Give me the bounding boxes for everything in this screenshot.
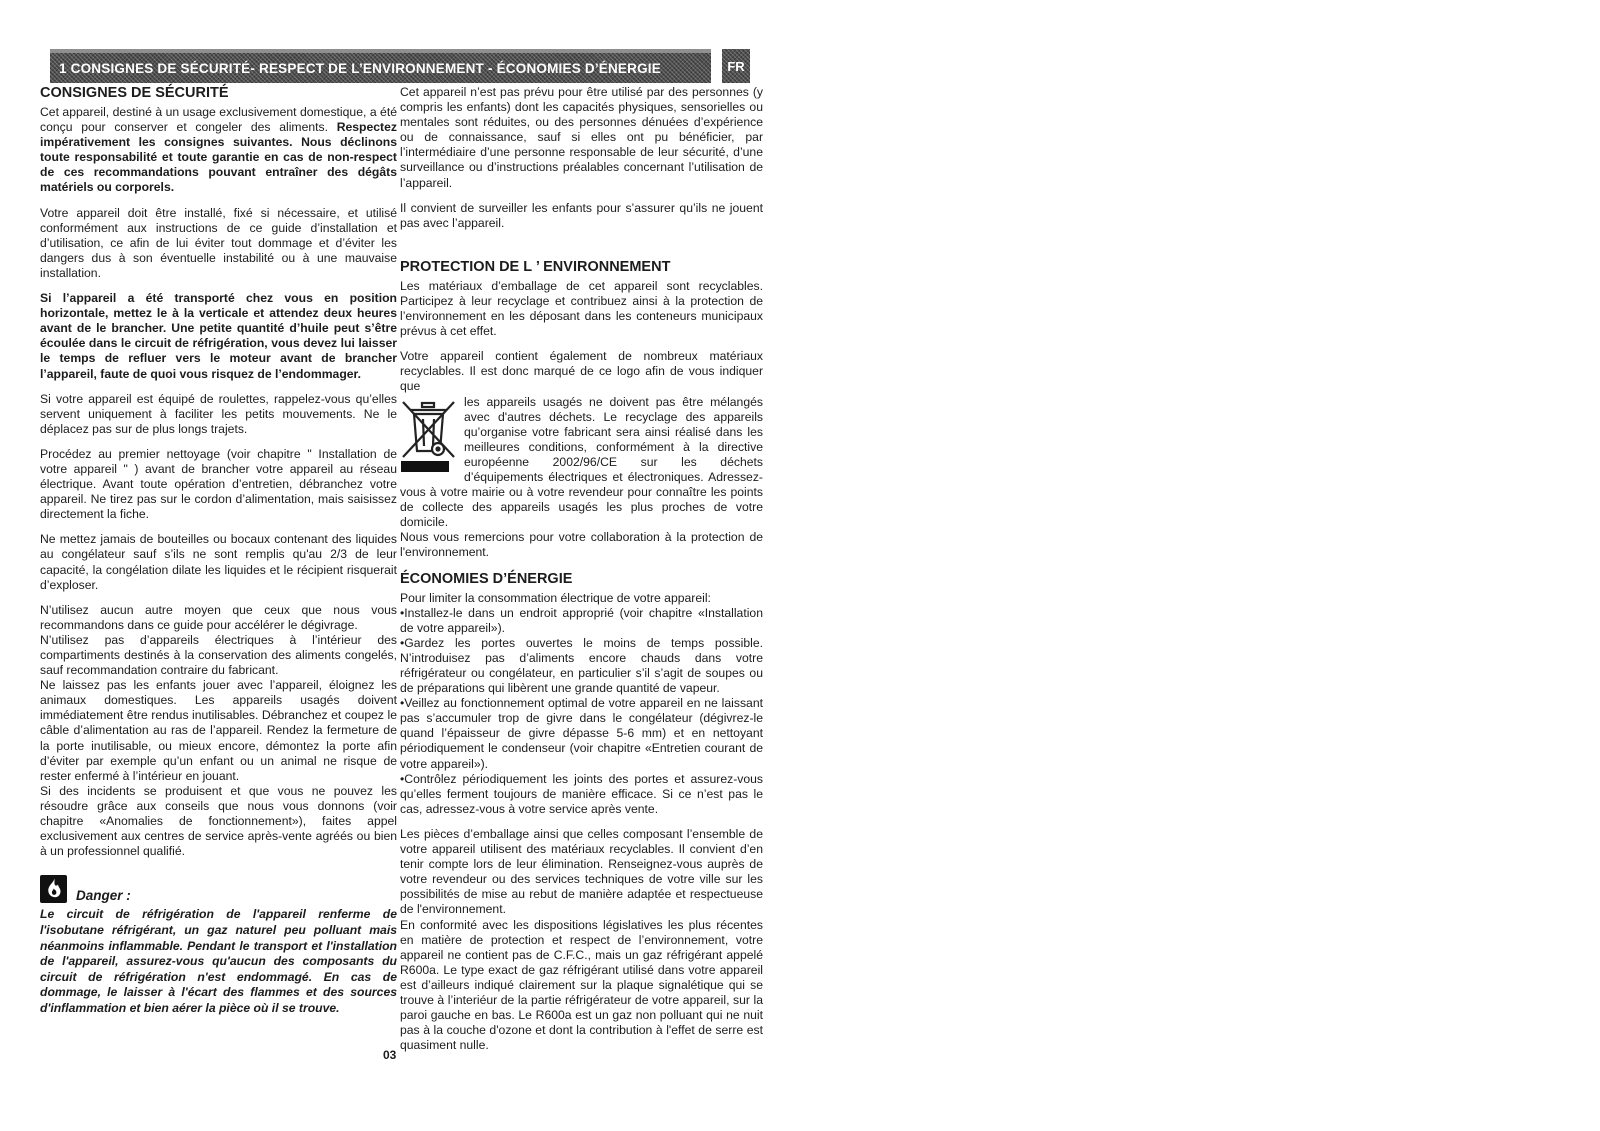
para-electriques: N’utilisez pas d’appareils électriques à l’intérieur des compartiments destinés à la conservation des aliments congelés, sauf recommandation contraire du fabricant. <box>40 632 397 678</box>
para-surveiller: Il convient de surveiller les enfants pour s’assurer qu’ils ne jouent pas avec l’appareil. <box>400 200 763 230</box>
energy-bullet-1: •Installez-le dans un endroit approprié (voir chapitre «Installation de votre appareil»). <box>400 605 763 635</box>
para-r600a: En conformité avec les dispositions législatives les plus récentes en matière de protection et respect de l’environnement, votre appareil ne contient pas de C.F.C., mais un gaz réfrigérant appelé R600a. Le type exact de gaz réfrigérant utilisé dans votre appareil est d’ailleurs indiqué clairement sur la plaque signalétique qui se trouve à l’interiéur de la partie réfrigérateur de votre appareil, sur la paroi gauche en bas. Le R600a est un gaz non polluant qui ne nuit pas à la couche d'ozone et dont la contribution à l'effet de serre est quasiment nulle. <box>400 917 763 1053</box>
danger-header <box>40 875 397 903</box>
weee-crossed-bin-icon <box>400 397 457 473</box>
language-badge <box>722 49 750 83</box>
header-title: 1 CONSIGNES DE SÉCURITÉ- RESPECT DE L’ENVIRONNEMENT - ÉCONOMIES D’ÉNERGIE <box>59 60 661 76</box>
para-remercions: Nous vous remercions pour votre collaboration à la protection de l'environnement. <box>400 530 763 560</box>
para-transport: Si l’appareil a été transporté chez vous en position horizontale, mettez le à la verticale et attendez deux heures avant de le brancher. Une petite quantité d’huile peut s’être écoulée dans le circuit de réfrigération, vous devez lui laisser le temps de refluer vers le moteur avant de brancher l’appareil, faute de quoi vous risquez de l’endommager. <box>40 291 397 381</box>
para-enfants: Ne laissez pas les enfants jouer avec l’appareil, éloignez les animaux domestiques. Les appareils usagés doivent immédiatement être rendus inutilisables. Débranchez et coupez le câble d’alimentation au ras de l’appareil. Rendez la fermeture de la porte inutilisable, ou mieux encore, démontez la porte afin d’éviter par exemple qu’un enfant ou un animal ne risque de rester enfermé à l’intérieur en jouant. <box>40 678 397 783</box>
para-personnes: Cet appareil n’est pas prévu pour être utilisé par des personnes (y compris les enfants) dont les capacités physiques, sensorielles ou mentales sont réduites, ou des personnes dénuées d’expérience ou de connaissance, sauf si elles ont pu bénéficier, par l’intermédiaire d’une personne responsable de leur sécurité, d’une surveillance ou d’instructions préalables concernant l’utilisation de l’appareil. <box>400 85 763 190</box>
para-bouteilles: Ne mettez jamais de bouteilles ou bocaux contenant des liquides au congélateur sauf s’ils ne sont remplis qu'au 2/3 de leur capacité, la congélation dilate les liquides et le récipient risquerait d’exploser. <box>40 532 397 592</box>
para-recyclables-suite: les appareils usagés ne doivent pas être mélangés avec d'autres déchets. Le recyclage des appareils qu’organise votre fabricant sera ainsi réalisé dans les meilleures conditions, conformément à la directive européenne 2002/96/CE sur les déchets d’équipements électriques et électroniques. Adressez-vous à votre mairie ou à votre revendeur pour connaître les points de collecte des appareils usagés les plus proches de votre domicile. <box>400 394 763 530</box>
para-degivrage: N’utilisez aucun autre moyen que ceux que nous vous recommandons dans ce guide pour accélérer le dégivrage. <box>40 602 397 632</box>
para-recyclables-intro: Votre appareil contient également de nombreux matériaux recyclables. Il est donc marqué de ce logo afin de vous indiquer que <box>400 349 763 394</box>
energy-bullet-2: •Gardez les portes ouvertes le moins de temps possible. N’introduisez pas d’aliments encore chauds dans votre réfrigérateur ou congélateur, en particulier s’il s’agit de soupes ou de préparations qui libèrent une grande quantité de vapeur. <box>400 635 763 696</box>
header-bar <box>50 49 711 83</box>
para-incidents: Si des incidents se produisent et que vous ne pouvez les résoudre grâce aux conseils que nous vous donnons (voir chapitre «Anomalies de fonctionnement»), faites appel exclusivement aux centres de service après-vente agréés ou bien à un professionnel qualifié. <box>40 783 397 859</box>
para-installation: Votre appareil doit être installé, fixé si nécessaire, et utilisé conformément aux instructions de ce guide d’installation et d’utilisation, ce afin de lui éviter tout dommage et d’éviter les dangers dus à son éventuelle instabilité ou à une mauvaise installation. <box>40 205 397 280</box>
para-recyclables-suite-block <box>400 395 763 531</box>
section-heading-consignes: CONSIGNES DE SÉCURITÉ <box>40 85 229 101</box>
page-number: 03 <box>383 1048 397 1062</box>
para-nettoyage: Procédez au premier nettoyage (voir chapitre " Installation de votre appareil " ) avant de brancher votre appareil au réseau électrique. Avant toute opération d’entretien, débranchez votre appareil. Ne tirez pas sur le cordon d’alimentation, mais saisissez directement la fiche. <box>40 446 397 522</box>
para-emballage: Les pièces d’emballage ainsi que celles composant l’ensemble de votre appareil utilisent des matériaux recyclables. Il convient d’en tenir compte lors de leur élimination. Renseignez-vous auprès de votre revendeur ou des services techniques de votre ville sur les possibilités de mise au rebut de manière adaptée et respectueuse de l'environnement. <box>400 826 763 917</box>
right-column <box>400 85 763 1053</box>
danger-warning <box>40 875 397 1016</box>
para-roulettes: Si votre appareil est équipé de roulettes, rappelez-vous qu’elles servent uniquement à faciliter les petits mouvements. Ne le déplacez pas sur de plus longs trajets. <box>40 391 397 436</box>
energy-intro: Pour limiter la consommation électrique de votre appareil: <box>400 590 711 605</box>
energy-bullet-3: •Veillez au fonctionnement optimal de votre appareil en ne laissant pas s’accumuler trop de givre dans le congélateur (dégivrez-le quand l’épaisseur de givre dépasse 5-6 mm) et en nettoyant périodiquement le condenseur (voir chapitre «Entretien courant de votre appareil»). <box>400 696 763 771</box>
para-intro-normal: Cet appareil, destiné à un usage exclusivement domestique, a été conçu pour conserver et congeler des aliments. <box>40 105 397 135</box>
energy-bullet-4: •Contrôlez périodiquement les joints des portes et assurez-vous qu’elles ferment toujours de manière efficace. Si ce n’est pas le cas, adressez-vous à votre service après vente. <box>400 771 763 816</box>
para-materiaux: Les matériaux d’emballage de cet appareil sont recyclables. Participez à leur recyclage et contribuez ainsi à la protection de l’environnement en les déposant dans les conteneurs municipaux prévus à cet effet. <box>400 278 763 339</box>
left-column <box>40 85 397 1016</box>
para-intro <box>40 105 397 196</box>
para-intro-bold: Respectez impérativement les consignes suivantes. Nous déclinons toute responsabilité et toute garantie en cas de non-respect de ces recommandations pouvant entraîner des dégâts matériels ou corporels. <box>40 120 397 195</box>
flame-icon <box>40 875 67 903</box>
language-badge-label: FR <box>727 58 745 74</box>
section-heading-energie: ÉCONOMIES D’ÉNERGIE <box>400 570 573 587</box>
danger-text: Le circuit de réfrigération de l'appareil renferme de l'isobutane réfrigérant, un gaz naturel peu polluant mais néanmoins inflammable. Pendant le transport et l'installation de l'appareil, assurez-vous qu'aucun des composants du circuit de réfrigération n'est endommagé. En cas de dommage, le laisser à l'écart des flammes et des sources d'inflammation et bien aérer la pièce où il se trouve. <box>40 907 397 1015</box>
section-heading-environnement: PROTECTION DE L ’ ENVIRONNEMENT <box>400 258 671 275</box>
danger-label: Danger : <box>76 888 131 904</box>
